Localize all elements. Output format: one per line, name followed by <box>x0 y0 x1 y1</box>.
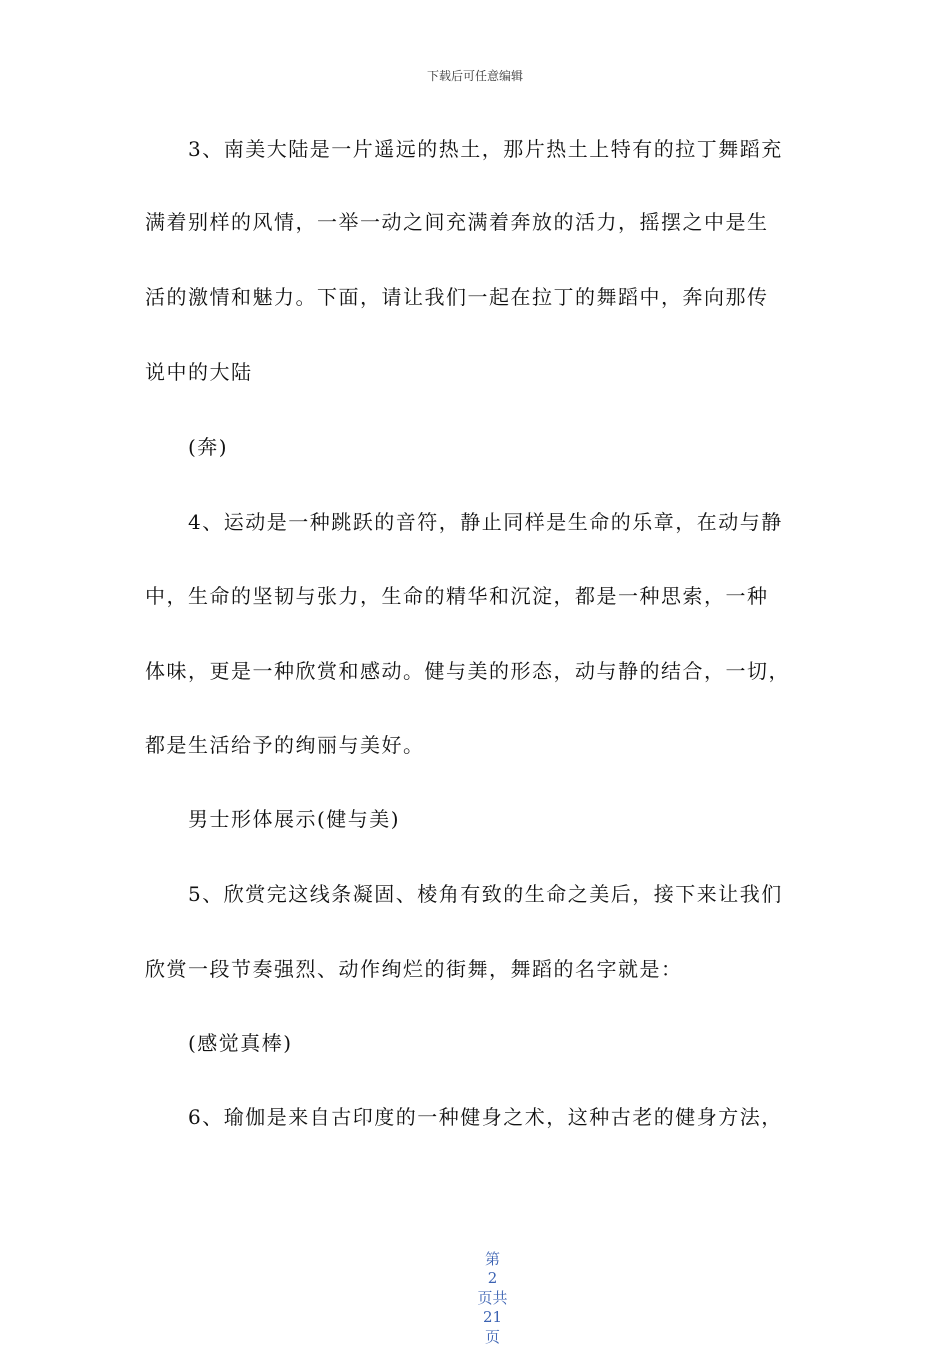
paragraph-line: 6、瑜伽是来自古印度的一种健身之术，这种古老的健身方法， <box>188 1105 783 1129</box>
footer-suffix: 页 <box>485 1328 501 1346</box>
paragraph-line: 都是生活给予的绚丽与美好。 <box>145 733 425 757</box>
paragraph-line: 欣赏一段节奏强烈、动作绚烂的街舞，舞蹈的名字就是： <box>145 957 683 981</box>
footer-prefix: 第 <box>485 1250 501 1268</box>
footer-middle: 页共 <box>477 1289 508 1307</box>
paragraph-line: 4、运动是一种跳跃的音符，静止同样是生命的乐章，在动与静 <box>188 510 783 534</box>
paragraph-line: (奔) <box>188 435 229 459</box>
paragraph-line: 男士形体展示(健与美) <box>188 807 401 831</box>
paragraph-line: 5、欣赏完这线条凝固、棱角有致的生命之美后，接下来让我们 <box>188 882 783 906</box>
footer-page-number: 2 <box>487 1269 498 1287</box>
paragraph-line: 说中的大陆 <box>145 360 253 384</box>
page-header: 下载后可任意编辑 <box>426 69 523 83</box>
page-footer <box>0 1230 950 1365</box>
paragraph-line: (感觉真棒) <box>188 1031 293 1055</box>
paragraph-line: 活的激情和魅力。下面，请让我们一起在拉丁的舞蹈中，奔向那传 <box>145 285 769 309</box>
paragraph-line: 3、南美大陆是一片遥远的热土，那片热土上特有的拉丁舞蹈充 <box>188 137 783 161</box>
paragraph-line: 满着别样的风情，一举一动之间充满着奔放的活力，摇摆之中是生 <box>145 210 769 234</box>
footer-total-pages: 21 <box>482 1308 503 1326</box>
paragraph-line: 体味，更是一种欣赏和感动。健与美的形态，动与静的结合，一切， <box>145 659 790 683</box>
paragraph-line: 中，生命的坚韧与张力，生命的精华和沉淀，都是一种思索，一种 <box>145 584 769 608</box>
